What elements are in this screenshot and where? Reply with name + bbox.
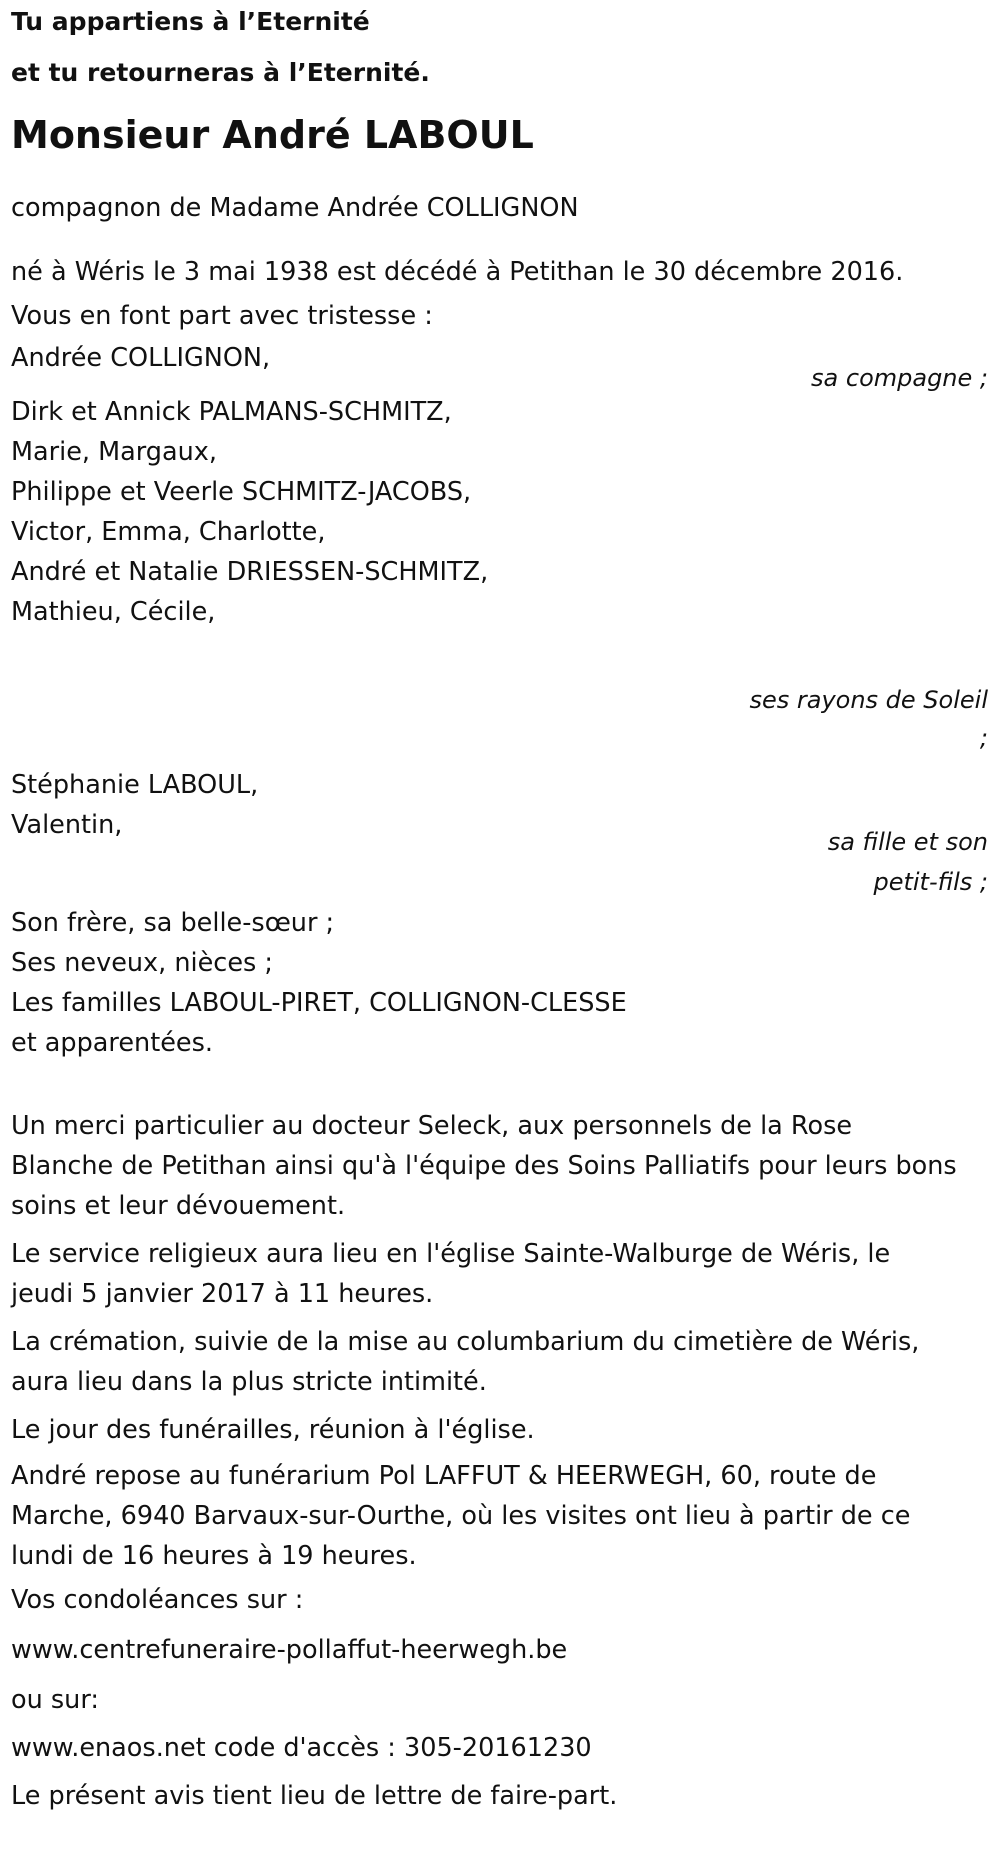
epigraph-line-1: Tu appartiens à l’Eternité [11,7,370,36]
funerarium-paragraph [11,1456,910,1576]
family-group-grandchildren [11,392,488,632]
funerarium-line: lundi de 16 heures à 19 heures. [11,1541,417,1571]
thanks-line: soins et leur dévouement. [11,1191,346,1221]
thanks-paragraph [11,1106,957,1226]
family-group-daughter [11,765,258,845]
or-on-label: ou sur: [11,1685,99,1715]
family-name: Stéphanie LABOUL, [11,770,259,800]
deceased-name-title: Monsieur André LABOUL [11,113,534,157]
cremation-line: aura lieu dans la plus stricte intimité. [11,1367,487,1397]
family-name: Dirk et Annick PALMANS-SCHMITZ, [11,397,452,427]
family-name: Victor, Emma, Charlotte, [11,517,326,547]
family-role-sunrays-end: ; [979,724,988,752]
family-role-companion: sa compagne ; [811,364,988,392]
thanks-line: Un merci particulier au docteur Seleck, aux personnels de la Rose [11,1111,853,1141]
companion-line: compagnon de Madame Andrée COLLIGNON [11,193,579,223]
funerarium-line: Marche, 6940 Barvaux-sur-Ourthe, où les visites ont lieu à partir de ce [11,1501,911,1531]
family-name: Marie, Margaux, [11,437,217,467]
family-name: Valentin, [11,810,123,840]
family-line: Les familles LABOUL-PIRET, COLLIGNON-CLESSE [11,988,627,1018]
thanks-line: Blanche de Petithan ainsi qu'à l'équipe des Soins Palliatifs pour leurs bons [11,1151,957,1181]
family-name: Andrée COLLIGNON, [11,343,271,373]
epigraph-line-2: et tu retourneras à l’Eternité. [11,58,430,87]
family-role-daughter: sa fille et son [827,828,988,856]
service-line: Le service religieux aura lieu en l'église Sainte-Walburge de Wéris, le [11,1239,891,1269]
service-line: jeudi 5 janvier 2017 à 11 heures. [11,1279,434,1309]
meeting-line: Le jour des funérailles, réunion à l'église. [11,1415,535,1445]
funerarium-line: André repose au funérarium Pol LAFFUT & HEERWEGH, 60, route de [11,1461,877,1491]
family-role-grandson: petit-fils ; [873,868,988,896]
family-name: André et Natalie DRIESSEN-SCHMITZ, [11,557,489,587]
condolences-link-1[interactable]: www.centrefuneraire-pollaffut-heerwegh.be [11,1635,568,1665]
family-role-sunrays: ses rayons de Soleil [749,686,988,714]
family-line: Ses neveux, nièces ; [11,948,273,978]
birth-death-line: né à Wéris le 3 mai 1938 est décédé à Petithan le 30 décembre 2016. [11,257,904,287]
announcement-line: Vous en font part avec tristesse : [11,301,433,331]
family-line: et apparentées. [11,1028,213,1058]
family-name: Philippe et Veerle SCHMITZ-JACOBS, [11,477,472,507]
family-group-others [11,903,627,1063]
notice-line: Le présent avis tient lieu de lettre de faire-part. [11,1781,618,1811]
condolences-link-2[interactable]: www.enaos.net code d'accès : 305-20161230 [11,1733,592,1763]
condolences-label: Vos condoléances sur : [11,1585,304,1615]
cremation-paragraph [11,1322,919,1402]
cremation-line: La crémation, suivie de la mise au columbarium du cimetière de Wéris, [11,1327,920,1357]
family-name: Mathieu, Cécile, [11,597,216,627]
family-line: Son frère, sa belle-sœur ; [11,908,335,938]
service-paragraph [11,1234,890,1314]
